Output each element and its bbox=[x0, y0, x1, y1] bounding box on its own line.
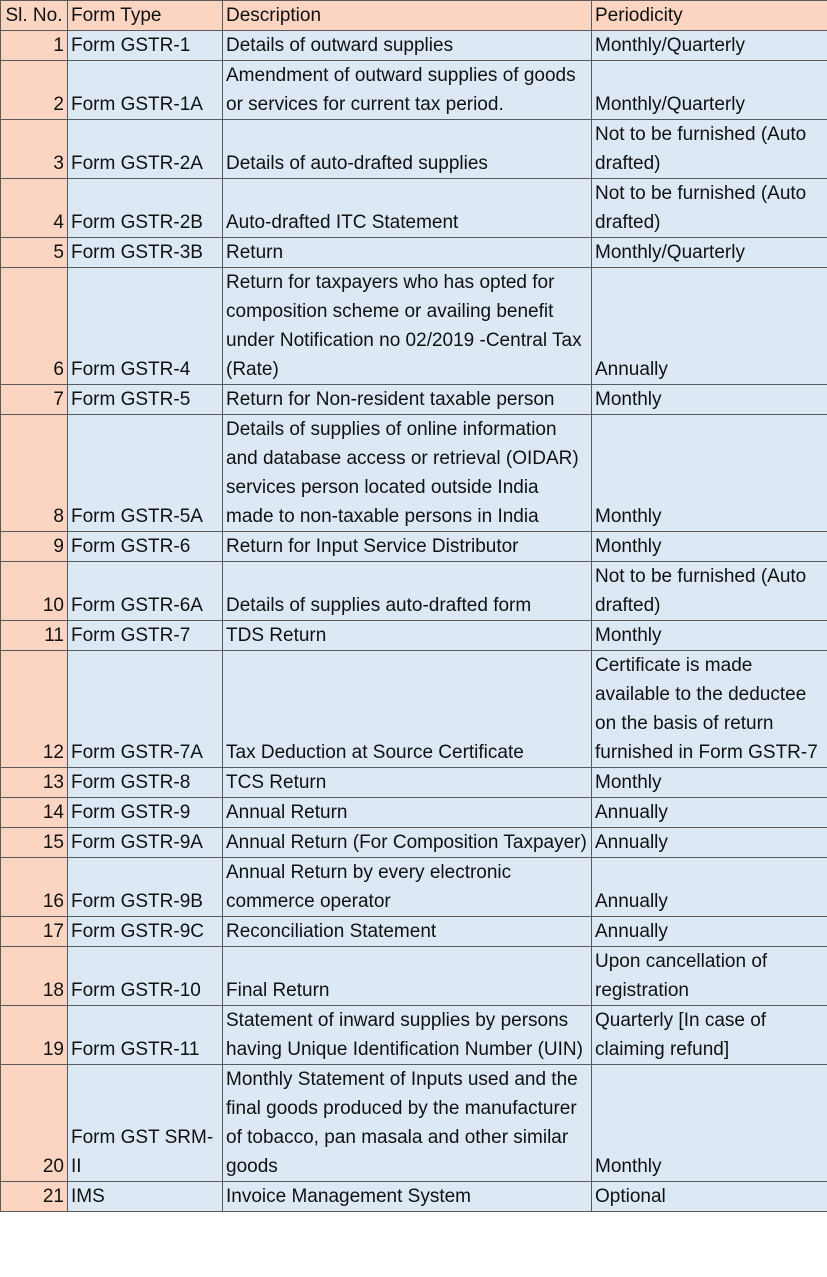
cell-form-type: Form GSTR-6A bbox=[68, 562, 223, 621]
cell-sl-no: 1 bbox=[1, 31, 68, 61]
cell-description: Return bbox=[223, 238, 592, 268]
cell-periodicity: Annually bbox=[592, 268, 827, 385]
cell-form-type: IMS bbox=[68, 1182, 223, 1212]
cell-sl-no: 6 bbox=[1, 268, 68, 385]
cell-sl-no: 17 bbox=[1, 917, 68, 947]
header-form-type: Form Type bbox=[68, 1, 223, 31]
cell-periodicity: Monthly bbox=[592, 621, 827, 651]
cell-sl-no: 10 bbox=[1, 562, 68, 621]
cell-form-type: Form GSTR-6 bbox=[68, 532, 223, 562]
table-row bbox=[1, 532, 827, 562]
table-row bbox=[1, 798, 827, 828]
cell-form-type: Form GST SRM-II bbox=[68, 1065, 223, 1182]
cell-periodicity: Annually bbox=[592, 917, 827, 947]
cell-periodicity: Not to be furnished (Auto drafted) bbox=[592, 562, 827, 621]
header-periodicity: Periodicity bbox=[592, 1, 827, 31]
table-row bbox=[1, 1006, 827, 1065]
table-row bbox=[1, 268, 827, 385]
cell-description: Tax Deduction at Source Certificate bbox=[223, 651, 592, 768]
cell-periodicity: Annually bbox=[592, 798, 827, 828]
cell-periodicity: Monthly bbox=[592, 768, 827, 798]
table-row bbox=[1, 179, 827, 238]
cell-description: Invoice Management System bbox=[223, 1182, 592, 1212]
cell-form-type: Form GSTR-9A bbox=[68, 828, 223, 858]
cell-periodicity: Not to be furnished (Auto drafted) bbox=[592, 120, 827, 179]
cell-sl-no: 3 bbox=[1, 120, 68, 179]
cell-periodicity: Upon cancellation of registration bbox=[592, 947, 827, 1006]
cell-form-type: Form GSTR-4 bbox=[68, 268, 223, 385]
cell-form-type: Form GSTR-2B bbox=[68, 179, 223, 238]
cell-periodicity: Certificate is made available to the deductee on the basis of return furnished in Form GSTR-7 bbox=[592, 651, 827, 768]
cell-form-type: Form GSTR-1A bbox=[68, 61, 223, 120]
table-row bbox=[1, 415, 827, 532]
cell-form-type: Form GSTR-2A bbox=[68, 120, 223, 179]
cell-form-type: Form GSTR-10 bbox=[68, 947, 223, 1006]
table-row bbox=[1, 621, 827, 651]
cell-sl-no: 18 bbox=[1, 947, 68, 1006]
cell-sl-no: 14 bbox=[1, 798, 68, 828]
cell-description: Final Return bbox=[223, 947, 592, 1006]
table-row bbox=[1, 61, 827, 120]
cell-form-type: Form GSTR-9 bbox=[68, 798, 223, 828]
table-row bbox=[1, 385, 827, 415]
header-description: Description bbox=[223, 1, 592, 31]
cell-periodicity: Monthly bbox=[592, 385, 827, 415]
cell-sl-no: 5 bbox=[1, 238, 68, 268]
cell-description: Return for Non-resident taxable person bbox=[223, 385, 592, 415]
header-row bbox=[1, 1, 827, 31]
cell-description: Annual Return by every electronic commerce operator bbox=[223, 858, 592, 917]
cell-sl-no: 16 bbox=[1, 858, 68, 917]
cell-form-type: Form GSTR-3B bbox=[68, 238, 223, 268]
cell-description: Amendment of outward supplies of goods or services for current tax period. bbox=[223, 61, 592, 120]
cell-sl-no: 15 bbox=[1, 828, 68, 858]
cell-form-type: Form GSTR-7A bbox=[68, 651, 223, 768]
cell-sl-no: 7 bbox=[1, 385, 68, 415]
cell-form-type: Form GSTR-11 bbox=[68, 1006, 223, 1065]
cell-description: Annual Return (For Composition Taxpayer) bbox=[223, 828, 592, 858]
cell-periodicity: Quarterly [In case of claiming refund] bbox=[592, 1006, 827, 1065]
cell-sl-no: 12 bbox=[1, 651, 68, 768]
cell-periodicity: Monthly/Quarterly bbox=[592, 31, 827, 61]
cell-periodicity: Annually bbox=[592, 828, 827, 858]
cell-form-type: Form GSTR-9C bbox=[68, 917, 223, 947]
cell-description: Annual Return bbox=[223, 798, 592, 828]
table-row bbox=[1, 120, 827, 179]
cell-form-type: Form GSTR-9B bbox=[68, 858, 223, 917]
cell-description: Details of supplies of online information and database access or retrieval (OIDAR) services person located outside India made to non-taxable persons in India bbox=[223, 415, 592, 532]
cell-periodicity: Not to be furnished (Auto drafted) bbox=[592, 179, 827, 238]
cell-periodicity: Monthly bbox=[592, 415, 827, 532]
cell-sl-no: 21 bbox=[1, 1182, 68, 1212]
cell-periodicity: Monthly/Quarterly bbox=[592, 238, 827, 268]
table-row bbox=[1, 768, 827, 798]
table-row bbox=[1, 828, 827, 858]
cell-description: Monthly Statement of Inputs used and the final goods produced by the manufacturer of tobacco, pan masala and other similar goods bbox=[223, 1065, 592, 1182]
table-row bbox=[1, 1182, 827, 1212]
table-row bbox=[1, 238, 827, 268]
cell-description: Statement of inward supplies by persons having Unique Identification Number (UIN) bbox=[223, 1006, 592, 1065]
cell-description: TCS Return bbox=[223, 768, 592, 798]
cell-description: TDS Return bbox=[223, 621, 592, 651]
table-row bbox=[1, 562, 827, 621]
cell-periodicity: Monthly/Quarterly bbox=[592, 61, 827, 120]
cell-sl-no: 8 bbox=[1, 415, 68, 532]
table-row bbox=[1, 31, 827, 61]
cell-sl-no: 20 bbox=[1, 1065, 68, 1182]
table-row bbox=[1, 947, 827, 1006]
cell-sl-no: 4 bbox=[1, 179, 68, 238]
cell-periodicity: Annually bbox=[592, 858, 827, 917]
cell-description: Return for taxpayers who has opted for composition scheme or availing benefit under Notification no 02/2019 -Central Tax (Rate) bbox=[223, 268, 592, 385]
cell-description: Details of outward supplies bbox=[223, 31, 592, 61]
cell-sl-no: 9 bbox=[1, 532, 68, 562]
table-row bbox=[1, 651, 827, 768]
table-row bbox=[1, 858, 827, 917]
table-row bbox=[1, 1065, 827, 1182]
cell-periodicity: Optional bbox=[592, 1182, 827, 1212]
cell-periodicity: Monthly bbox=[592, 532, 827, 562]
cell-sl-no: 19 bbox=[1, 1006, 68, 1065]
cell-sl-no: 13 bbox=[1, 768, 68, 798]
cell-form-type: Form GSTR-5 bbox=[68, 385, 223, 415]
cell-description: Reconciliation Statement bbox=[223, 917, 592, 947]
cell-form-type: Form GSTR-1 bbox=[68, 31, 223, 61]
cell-form-type: Form GSTR-7 bbox=[68, 621, 223, 651]
cell-sl-no: 2 bbox=[1, 61, 68, 120]
cell-form-type: Form GSTR-5A bbox=[68, 415, 223, 532]
cell-sl-no: 11 bbox=[1, 621, 68, 651]
cell-description: Return for Input Service Distributor bbox=[223, 532, 592, 562]
table-row bbox=[1, 917, 827, 947]
cell-description: Details of auto-drafted supplies bbox=[223, 120, 592, 179]
cell-description: Details of supplies auto-drafted form bbox=[223, 562, 592, 621]
cell-form-type: Form GSTR-8 bbox=[68, 768, 223, 798]
header-sl-no: Sl. No. bbox=[1, 1, 68, 31]
cell-description: Auto-drafted ITC Statement bbox=[223, 179, 592, 238]
cell-periodicity: Monthly bbox=[592, 1065, 827, 1182]
